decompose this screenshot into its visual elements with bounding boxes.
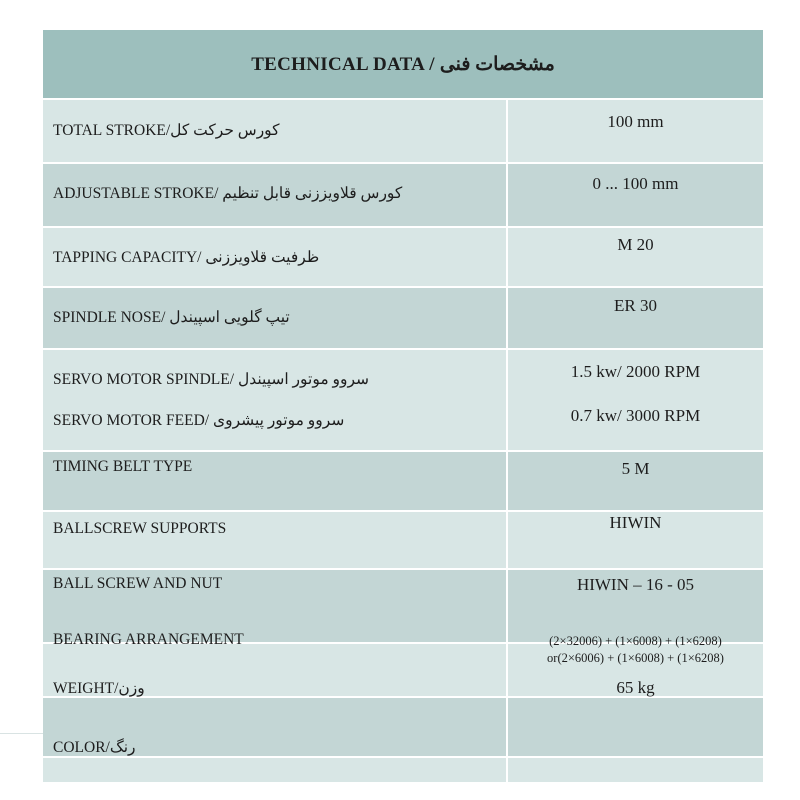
left-stub-line: [0, 733, 43, 734]
row-value: ER 30: [614, 296, 657, 315]
value-cell: [508, 164, 763, 226]
value-cell: [508, 350, 763, 450]
row-label: SERVO MOTOR SPINDLE/ سروو موتور اسپیندل: [53, 371, 370, 388]
table-row-spindle-nose: [43, 288, 763, 348]
table-row-adjustable-stroke: [43, 164, 763, 226]
label-cell: [43, 512, 508, 568]
row-label: WEIGHT/وزن: [53, 680, 145, 697]
row-label: BALL SCREW AND NUT: [53, 575, 223, 592]
row-label: TOTAL STROKE/کورس حرکت کل: [53, 122, 280, 139]
label-cell: [43, 350, 508, 450]
row-value: 0 ... 100 mm: [592, 174, 679, 193]
table-row-color: [43, 739, 763, 782]
row-value-secondary: or(2×6006) + (1×6008) + (1×6208): [547, 651, 724, 665]
table-header: [43, 30, 763, 98]
label-cell: [43, 100, 508, 162]
row-value: 65 kg: [616, 678, 655, 697]
value-cell: [508, 678, 763, 756]
label-cell: [43, 164, 508, 226]
label-cell: [43, 739, 508, 782]
label-cell: [43, 288, 508, 348]
table-title: TECHNICAL DATA / مشخصات فنی: [251, 53, 555, 75]
row-value: HIWIN – 16 - 05: [576, 575, 695, 594]
value-cell: [508, 228, 763, 286]
label-cell: [43, 452, 508, 510]
row-label: ADJUSTABLE STROKE/ کورس قلاویززنی قابل تنظیم: [53, 185, 403, 202]
value-cell: [508, 100, 763, 162]
row-value: (2×32006) + (1×6008) + (1×6208): [549, 634, 722, 648]
row-label-secondary: SERVO MOTOR FEED/ سروو موتور پیشروی: [53, 412, 345, 429]
row-label: TIMING BELT TYPE: [53, 458, 193, 475]
table-row-weight: [43, 678, 763, 756]
row-label: COLOR/رنگ: [53, 739, 136, 756]
row-value: 5 M: [621, 459, 650, 478]
row-value: M 20: [617, 235, 654, 254]
row-label: SPINDLE NOSE/ تیپ گلویی اسپیندل: [53, 309, 290, 326]
row-value: 1.5 kw/ 2000 RPM: [570, 362, 701, 381]
value-cell: [508, 570, 763, 642]
row-value-secondary: 0.7 kw/ 3000 RPM: [570, 406, 701, 425]
row-value: HIWIN: [609, 513, 662, 532]
technical-data-table: [43, 30, 763, 782]
table-row-ballscrew-supports: [43, 512, 763, 568]
row-label: BEARING ARRANGEMENT: [53, 631, 244, 648]
row-label: TAPPING CAPACITY/ ظرفیت قلاویززنی: [53, 249, 320, 266]
table-row-servo-motors: [43, 350, 763, 450]
value-cell: [508, 758, 763, 782]
value-cell: [508, 288, 763, 348]
row-value: 100 mm: [607, 112, 664, 131]
row-label: BALLSCREW SUPPORTS: [53, 520, 227, 537]
value-cell: [508, 452, 763, 510]
label-cell: [43, 228, 508, 286]
table-row-total-stroke: [43, 100, 763, 162]
table-row-tapping-capacity: [43, 228, 763, 286]
value-cell: [508, 512, 763, 568]
table-row-timing-belt: [43, 452, 763, 510]
